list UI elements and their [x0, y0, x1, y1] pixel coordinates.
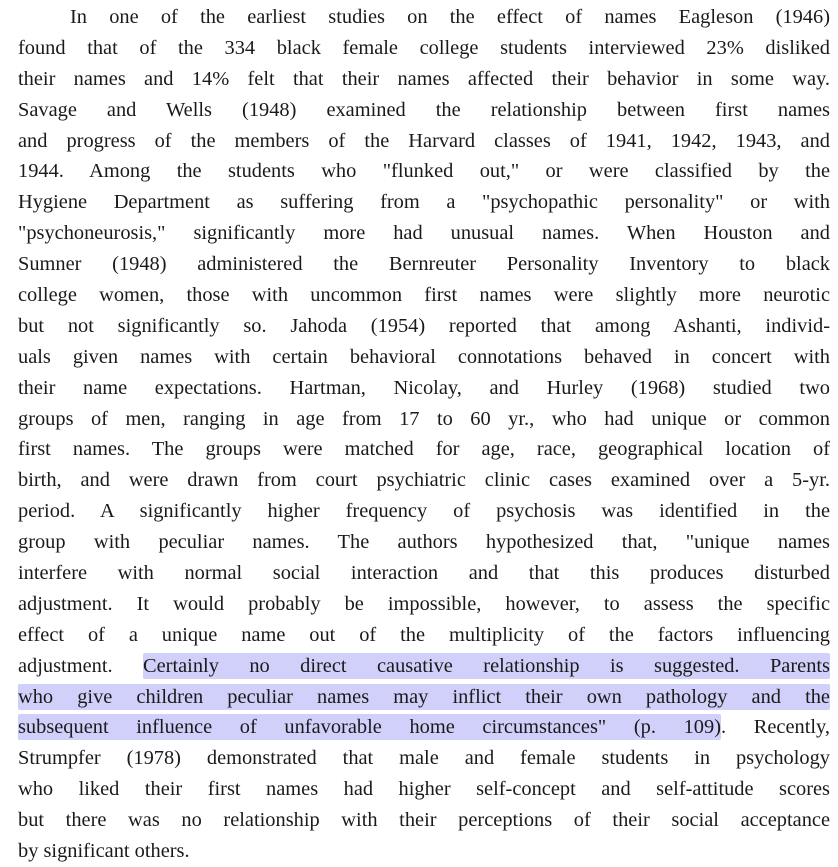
text-segment: adjustment. [18, 654, 144, 677]
text-line: but not significantly so. Jahoda (1954) reported that among Ashanti, individ- [18, 314, 830, 337]
text-line: and progress of the members of the Harvard classes of 1941, 1942, 1943, and [18, 129, 830, 152]
text-line: period. A significantly higher frequency of psychosis was identified in the [18, 500, 830, 523]
text-line [18, 651, 830, 682]
highlighted-text: who give children peculiar names may inflict their own pathology and the [18, 685, 830, 708]
text-line [18, 712, 830, 743]
text-line: In one of the earliest studies on the effect of names Eagleson (1946) [70, 6, 830, 28]
text-line: adjustment. It would probably be impossible, however, to assess the specific [18, 592, 830, 615]
text-line [18, 682, 830, 713]
text-line: 1944. Among the students who "flunked out," or were classified by the [18, 160, 830, 183]
text-line: interfere with normal social interaction and that this produces disturbed [18, 562, 830, 585]
text-line: Hygiene Department as suffering from a "psychopathic personality" or with [18, 191, 830, 214]
text-line: their names and 14% felt that their names affected their behavior in some way. [18, 67, 830, 90]
text-line: but there was no relationship with their perceptions of their social acceptance [18, 809, 830, 832]
text-line: Savage and Wells (1948) examined the relationship between first names [18, 98, 830, 121]
text-line: effect of a unique name out of the multiplicity of the factors influencing [18, 623, 830, 646]
highlighted-text: Certainly no direct causative relationship is suggested. Parents [143, 654, 830, 677]
text-line: birth, and were drawn from court psychiatric clinic cases examined over a 5-yr. [18, 469, 830, 492]
text-line: uals given names with certain behavioral connotations behaved in concert with [18, 345, 830, 368]
text-line: college women, those with uncommon first names were slightly more neurotic [18, 284, 830, 307]
text-line: by significant others. [18, 840, 190, 863]
text-line: group with peculiar names. The authors hypothesized that, "unique names [18, 531, 830, 554]
text-line: "psychoneurosis," significantly more had unusual names. When Houston and [18, 222, 830, 245]
text-line: groups of men, ranging in age from 17 to 60 yr., who had unique or common [18, 407, 830, 430]
highlighted-text: subsequent influence of unfavorable home circumstances" (p. 109) [18, 716, 721, 739]
text-segment: . Recently, [721, 716, 830, 739]
text-line: Strumpfer (1978) demonstrated that male and female students in psychology [18, 747, 830, 770]
text-line: Sumner (1948) administered the Bernreuter Personality Inventory to black [18, 253, 830, 276]
text-line: their name expectations. Hartman, Nicolay, and Hurley (1968) studied two [18, 376, 830, 399]
text-line: first names. The groups were matched for age, race, geographical location of [18, 438, 830, 461]
paragraph [18, 2, 830, 867]
text-line: who liked their first names had higher self-concept and self-attitude scores [18, 778, 830, 801]
text-line: found that of the 334 black female college students interviewed 23% disliked [18, 36, 830, 59]
